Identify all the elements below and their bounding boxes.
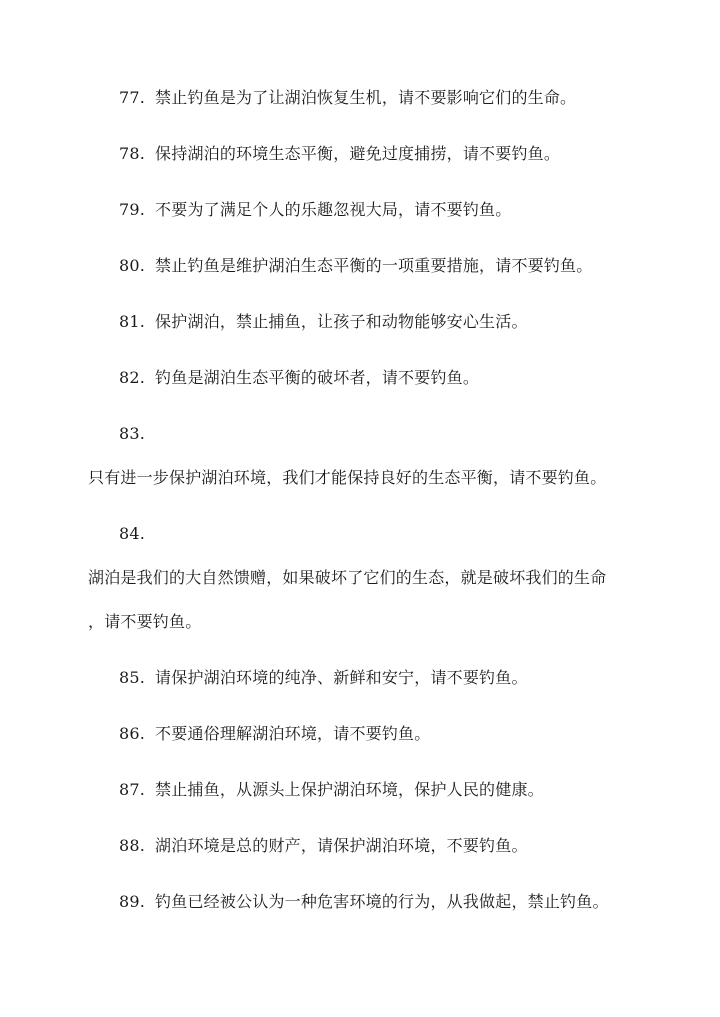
- item-text: 保持湖泊的环境生态平衡，避免过度捕捞，请不要钓鱼。: [155, 144, 561, 163]
- item-text: 请保护湖泊环境的纯净、新鲜和安宁，请不要钓鱼。: [155, 668, 528, 687]
- list-item-86: [119, 724, 430, 744]
- item-number: 83.: [119, 424, 146, 443]
- list-item-81: [119, 312, 528, 332]
- item-number: 85.: [119, 668, 146, 687]
- item-number: 81.: [119, 312, 146, 331]
- list-item-84-text-line2: [88, 612, 201, 632]
- list-item-85: [119, 668, 528, 688]
- list-item-83-text: [88, 468, 606, 488]
- list-item-89: [119, 892, 609, 912]
- item-text: 湖泊环境是总的财产，请保护湖泊环境，不要钓鱼。: [155, 836, 528, 855]
- list-item-77: [119, 88, 576, 108]
- list-item-87: [119, 780, 544, 800]
- item-number: 77.: [119, 88, 146, 107]
- list-item-83-number: [119, 424, 155, 444]
- item-text: 钓鱼是湖泊生态平衡的破坏者，请不要钓鱼。: [155, 368, 480, 387]
- list-item-79: [119, 200, 511, 220]
- item-number: 84.: [119, 524, 146, 543]
- list-item-80: [119, 256, 592, 276]
- item-number: 87.: [119, 780, 146, 799]
- item-number: 78.: [119, 144, 146, 163]
- item-number: 86.: [119, 724, 146, 743]
- item-text: 湖泊是我们的大自然馈赠，如果破坏了它们的生态，就是破坏我们的生命: [88, 568, 607, 587]
- list-item-84-text-line1: [88, 568, 606, 588]
- list-item-84-number: [119, 524, 155, 544]
- item-text: 禁止捕鱼，从源头上保护湖泊环境，保护人民的健康。: [155, 780, 544, 799]
- item-number: 79.: [119, 200, 146, 219]
- item-text: 禁止钓鱼是为了让湖泊恢复生机，请不要影响它们的生命。: [155, 88, 577, 107]
- list-item-88: [119, 836, 528, 856]
- item-number: 89.: [119, 892, 146, 911]
- item-text: 只有进一步保护湖泊环境，我们才能保持良好的生态平衡，请不要钓鱼。: [88, 468, 607, 487]
- item-text: 钓鱼已经被公认为一种危害环境的行为，从我做起，禁止钓鱼。: [155, 892, 609, 911]
- item-text: ，请不要钓鱼。: [88, 612, 202, 631]
- item-text: 不要为了满足个人的乐趣忽视大局，请不要钓鱼。: [155, 200, 512, 219]
- item-text: 不要通俗理解湖泊环境，请不要钓鱼。: [155, 724, 431, 743]
- list-item-78: [119, 144, 560, 164]
- list-item-82: [119, 368, 479, 388]
- item-text: 保护湖泊，禁止捕鱼，让孩子和动物能够安心生活。: [155, 312, 528, 331]
- item-number: 80.: [119, 256, 146, 275]
- item-number: 88.: [119, 836, 146, 855]
- item-number: 82.: [119, 368, 146, 387]
- item-text: 禁止钓鱼是维护湖泊生态平衡的一项重要措施，请不要钓鱼。: [155, 256, 593, 275]
